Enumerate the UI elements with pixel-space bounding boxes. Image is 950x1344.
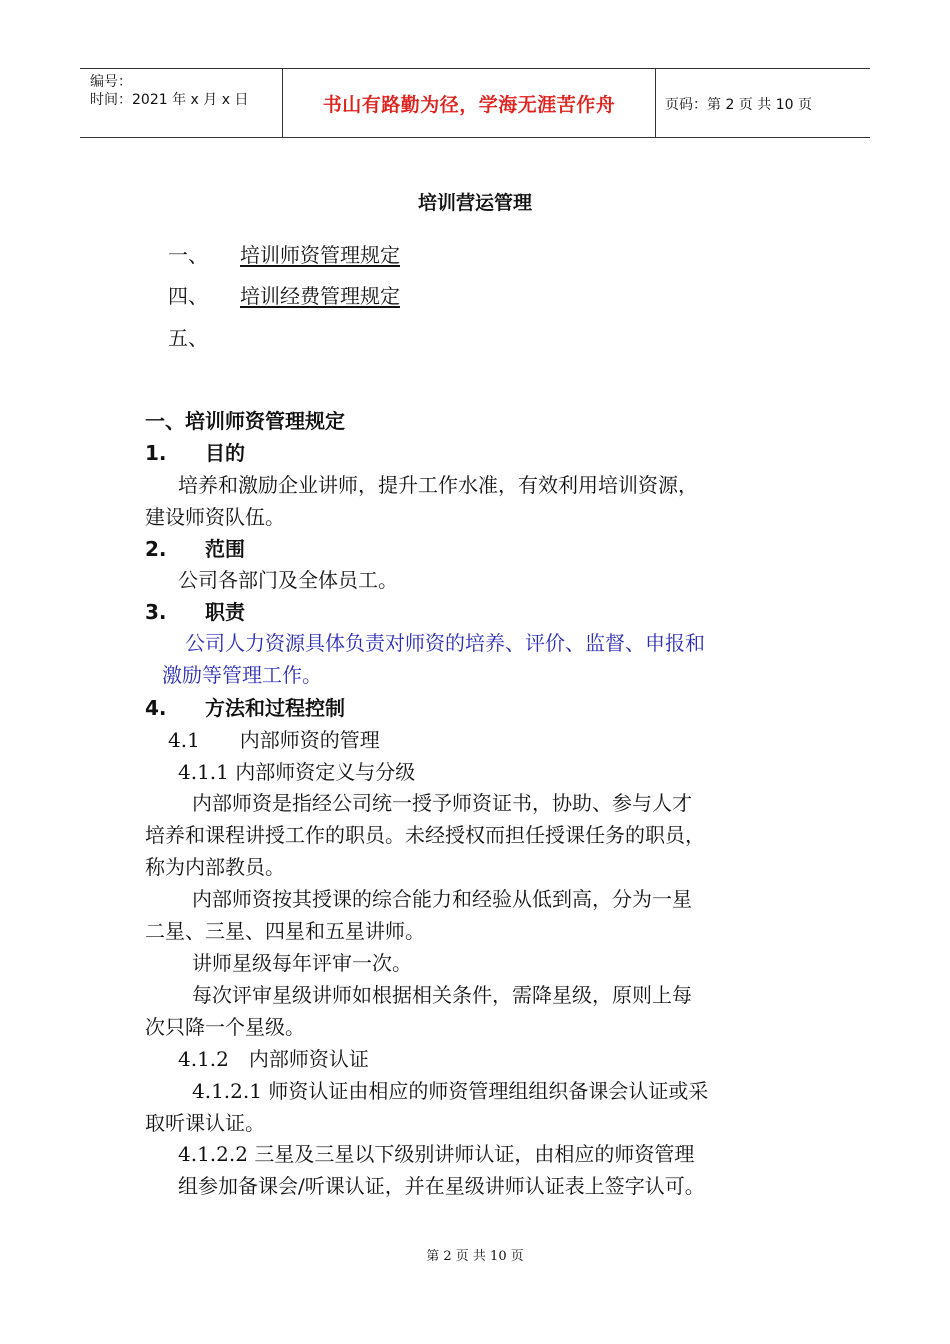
subsection-4-1-1: 4.1.1 内部师资定义与分级	[178, 760, 416, 784]
header-page-info: 页码：第 2 页 共 10 页	[665, 97, 812, 113]
header-motto: 书山有路勤为径，学海无涯苦作舟	[322, 94, 616, 116]
item-4-title: 方法和过程控制	[205, 696, 345, 720]
item-1-title: 目的	[205, 441, 245, 465]
toc-link-4[interactable]: 培训经费管理规定	[240, 284, 400, 308]
number-label: 编号：	[90, 74, 132, 90]
para-1-line3: 称为内部教员。	[145, 855, 285, 879]
para-1-line1: 内部师资是指经公司统一授予师资证书，协助、参与人才	[192, 791, 692, 815]
toc-num-4: 四、	[168, 284, 208, 308]
para-6-line2: 组参加备课会/听课认证，并在星级讲师认证表上签字认可。	[178, 1174, 705, 1198]
time-label: 时间：2021 年 x 月 x 日	[90, 92, 249, 108]
item-3-num: 3.	[145, 600, 167, 624]
section-heading: 一、培训师资管理规定	[145, 409, 345, 433]
para-5-line1: 4.1.2.1 师资认证由相应的师资管理组组织备课会认证或采	[192, 1079, 709, 1103]
item-3-text-line1: 公司人力资源具体负责对师资的培养、评价、监督、申报和	[185, 631, 705, 655]
item-1-text-line1: 培养和激励企业讲师，提升工作水准，有效利用培训资源，	[178, 473, 698, 497]
para-2-line2: 二星、三星、四星和五星讲师。	[145, 919, 425, 943]
para-5-line2: 取听课认证。	[145, 1111, 265, 1135]
subsection-4-1: 4.1 内部师资的管理	[168, 728, 380, 752]
subsection-4-1-2: 4.1.2 内部师资认证	[178, 1047, 369, 1071]
item-4-num: 4.	[145, 696, 167, 720]
item-2-text: 公司各部门及全体员工。	[178, 568, 398, 592]
para-4-line2: 次只降一个星级。	[145, 1015, 305, 1039]
item-2-num: 2.	[145, 537, 167, 561]
item-1-num: 1.	[145, 441, 167, 465]
toc-num-1: 一、	[168, 243, 208, 267]
header-motto-cell	[282, 69, 656, 137]
page-footer: 第 2 页 共 10 页	[426, 1249, 524, 1264]
toc-link-1[interactable]: 培训师资管理规定	[240, 243, 400, 267]
item-1-text-line2: 建设师资队伍。	[145, 505, 285, 529]
para-4-line1: 每次评审星级讲师如根据相关条件，需降星级，原则上每	[192, 983, 692, 1007]
header-meta-cell	[80, 69, 281, 137]
header-page-cell	[655, 69, 870, 137]
para-3-line1: 讲师星级每年评审一次。	[192, 951, 412, 975]
para-6-line1: 4.1.2.2 三星及三星以下级别讲师认证，由相应的师资管理	[178, 1142, 695, 1166]
item-3-text-line2: 激励等管理工作。	[162, 663, 322, 687]
page-header	[80, 68, 870, 138]
item-3-title: 职责	[205, 600, 245, 624]
para-1-line2: 培养和课程讲授工作的职员。未经授权而担任授课任务的职员，	[145, 823, 705, 847]
toc-num-5: 五、	[168, 326, 208, 350]
para-2-line1: 内部师资按其授课的综合能力和经验从低到高，分为一星	[192, 887, 692, 911]
item-2-title: 范围	[205, 537, 245, 561]
doc-title: 培训营运管理	[417, 192, 532, 214]
